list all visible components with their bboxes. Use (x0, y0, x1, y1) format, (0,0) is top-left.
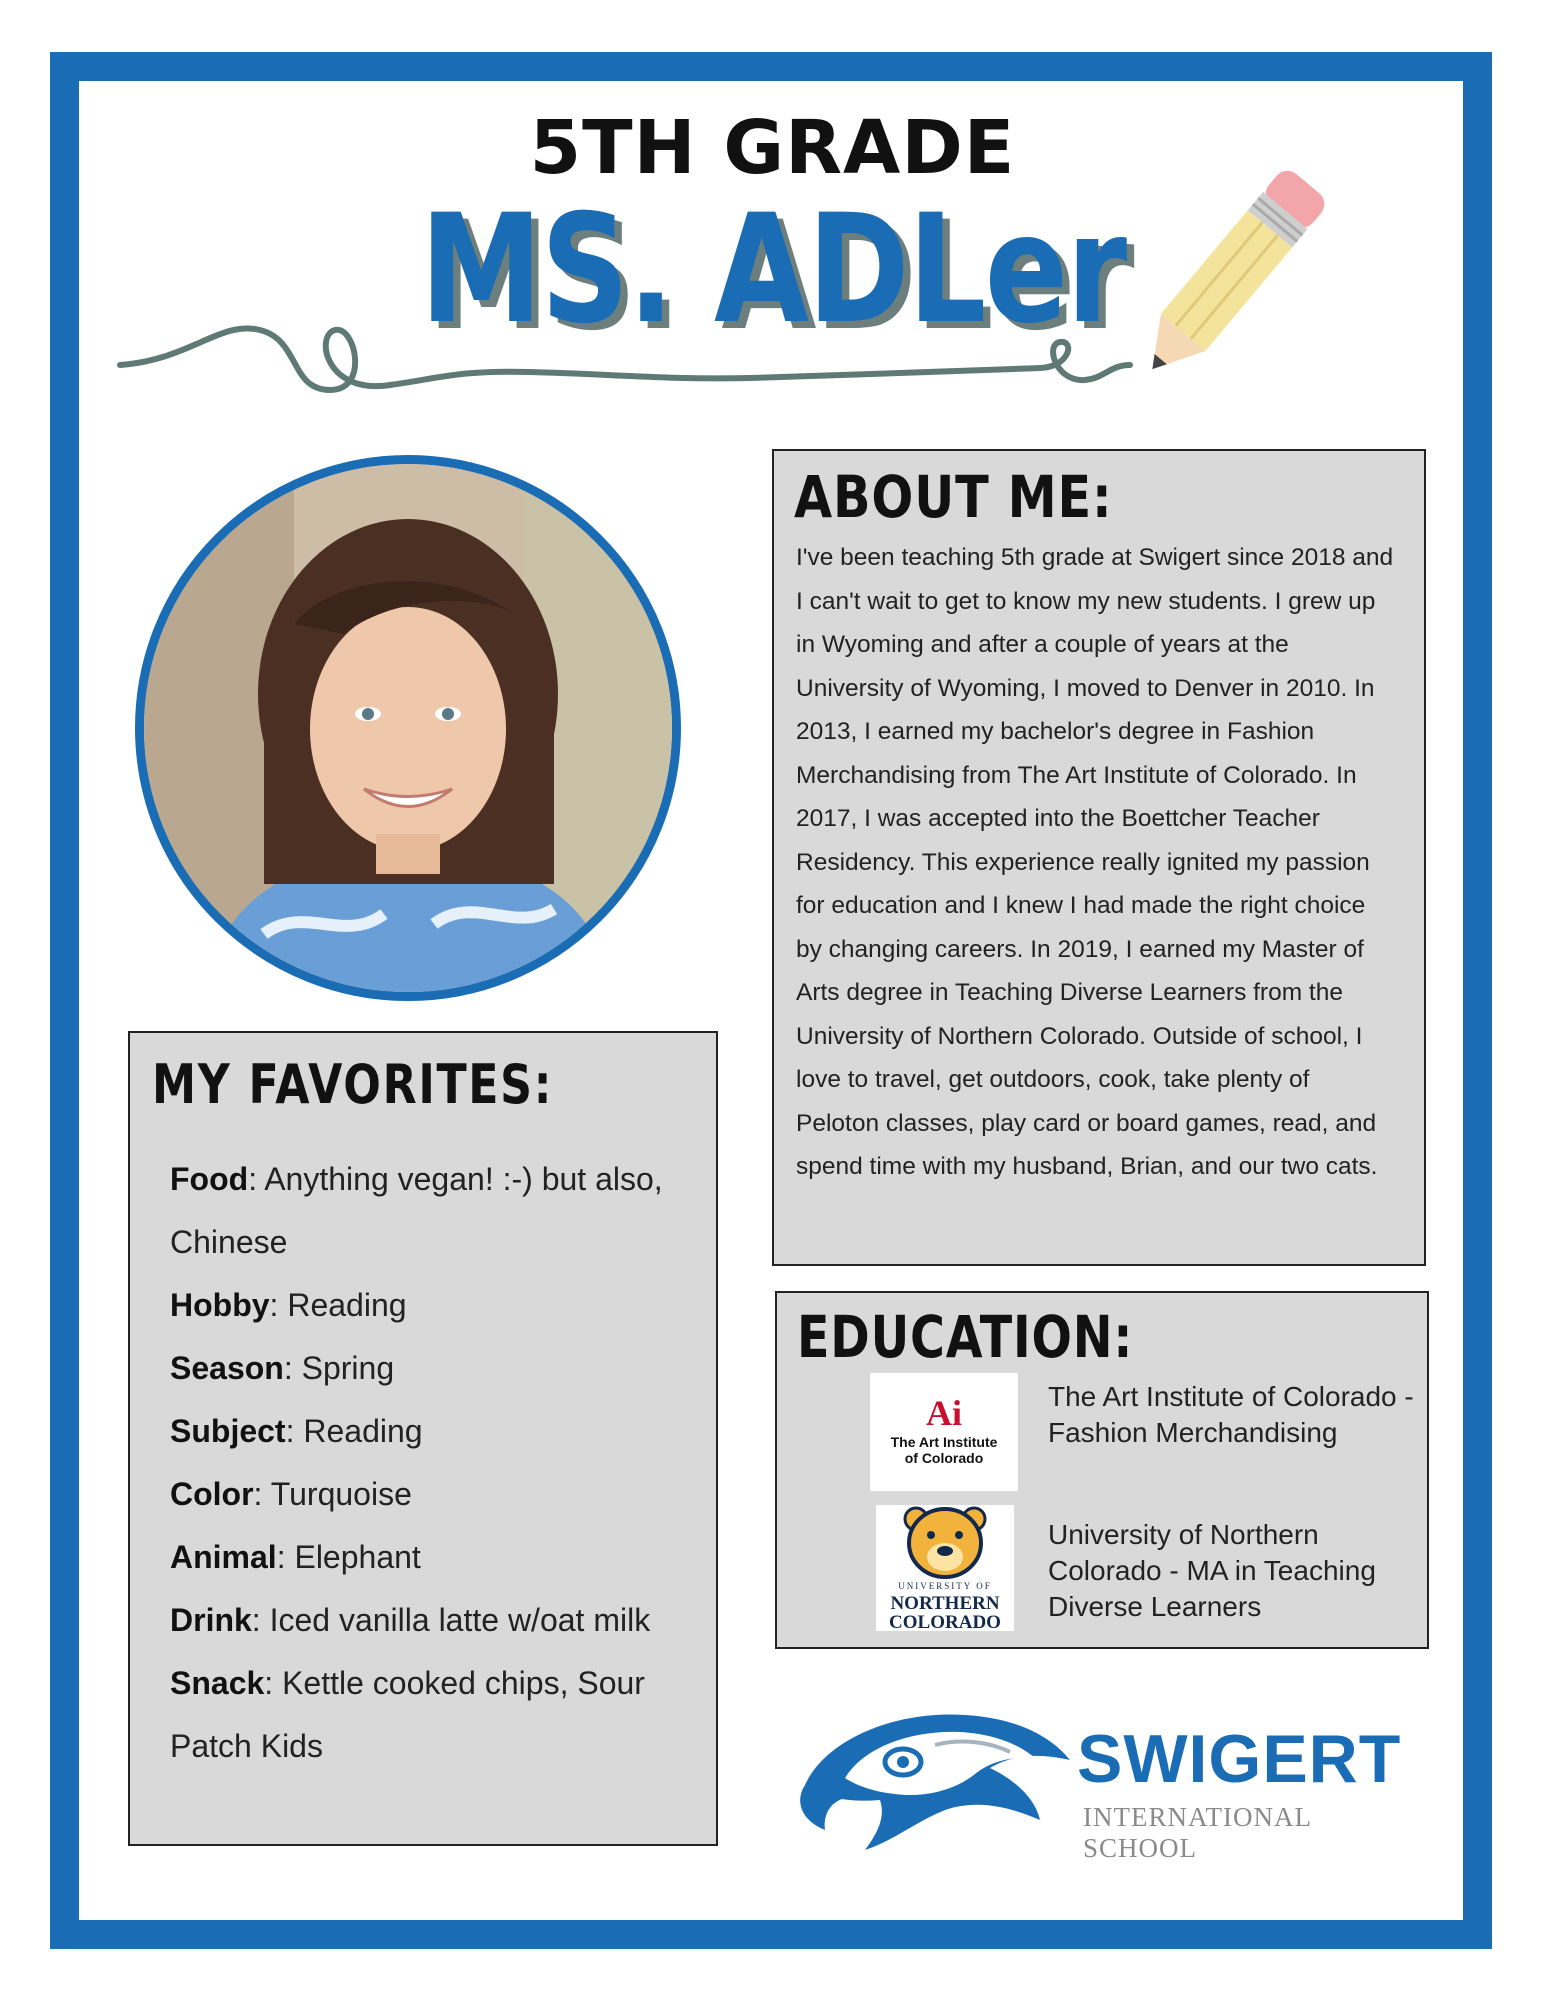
favorite-label: Animal (170, 1539, 277, 1575)
about-me-panel (772, 449, 1426, 1266)
favorite-value: : Anything vegan! :-) but also, Chinese (170, 1161, 663, 1260)
list-item (170, 1652, 700, 1778)
favorite-value: : Kettle cooked chips, Sour Patch Kids (170, 1665, 645, 1764)
list-item (170, 1463, 700, 1526)
teacher-photo (135, 455, 681, 1001)
art-institute-logo-letters: Ai (926, 1393, 962, 1433)
teacher-name: MS. ADLer (420, 183, 1126, 357)
favorite-label: Food (170, 1161, 249, 1197)
favorite-value: : Reading (269, 1287, 407, 1323)
art-institute-logo-line2: of Colorado (904, 1450, 984, 1466)
favorite-label: Drink (170, 1602, 252, 1638)
eagle-icon (785, 1690, 1075, 1855)
school-name: SWIGERT (1077, 1721, 1402, 1797)
favorite-value: : Reading (285, 1413, 423, 1449)
favorite-value: : Spring (283, 1350, 395, 1386)
art-institute-logo-icon (870, 1373, 1018, 1491)
about-me-text: I've been teaching 5th grade at Swigert since 2018 and I can't wait to get to know my new students. I grew up in Wyoming and after a couple of years at the University of Wyoming, I moved to Denver in 2010. In 2013, I earned my bachelor's degree in Fashion Merchandising from The Art Institute of Colorado. In 2017, I was accepted into the Boettcher Teacher Residency. This experience really ignited my passion for education and I knew I had made the right choice by changing careers. In 2019, I earned my Master of Arts degree in Teaching Diverse Learners from the University of Northern Colorado. Outside of school, I love to travel, get outdoors, cook, take plenty of Peloton classes, play card or board games, read, and spend time with my husband, Brian, and our two cats. (796, 544, 1394, 1180)
list-item (170, 1526, 700, 1589)
favorite-label: Subject (170, 1413, 286, 1449)
school-subtitle: INTERNATIONAL SCHOOL (1083, 1802, 1311, 1863)
favorite-value: : Turquoise (253, 1476, 412, 1512)
art-institute-logo-line1: The Art Institute (890, 1434, 998, 1450)
list-item (170, 1274, 700, 1337)
unc-logo-top: UNIVERSITY OF (898, 1581, 992, 1591)
portrait-icon (144, 464, 672, 992)
list-item (170, 1589, 700, 1652)
favorite-value: : Iced vanilla latte w/oat milk (251, 1602, 651, 1638)
school-logo (785, 1690, 1425, 1863)
list-item (170, 1400, 700, 1463)
education-title: EDUCATION: (797, 1303, 1134, 1371)
favorite-label: Hobby (170, 1287, 270, 1323)
favorite-label: Color (170, 1476, 254, 1512)
favorites-panel (128, 1031, 718, 1846)
education-text: The Art Institute of Colorado - Fashion Merchandising (1048, 1381, 1414, 1448)
education-panel (775, 1291, 1429, 1649)
unc-logo-line2: COLORADO (889, 1612, 1001, 1631)
favorite-label: Season (170, 1350, 284, 1386)
favorites-title: MY FAVORITES: (152, 1053, 554, 1116)
about-me-title: ABOUT ME: (794, 463, 1113, 531)
list-item (170, 1148, 700, 1274)
favorites-list (170, 1148, 700, 1778)
unc-bear-logo-icon (876, 1505, 1014, 1631)
education-text: University of Northern Colorado - MA in Teaching Diverse Learners (1048, 1519, 1376, 1622)
pencil-icon (1130, 165, 1330, 385)
grade-heading: 5TH GRADE (529, 105, 1016, 191)
favorite-value: : Elephant (276, 1539, 421, 1575)
favorite-label: Snack (170, 1665, 265, 1701)
list-item (170, 1337, 700, 1400)
unc-logo-line1: NORTHERN (890, 1593, 1000, 1614)
